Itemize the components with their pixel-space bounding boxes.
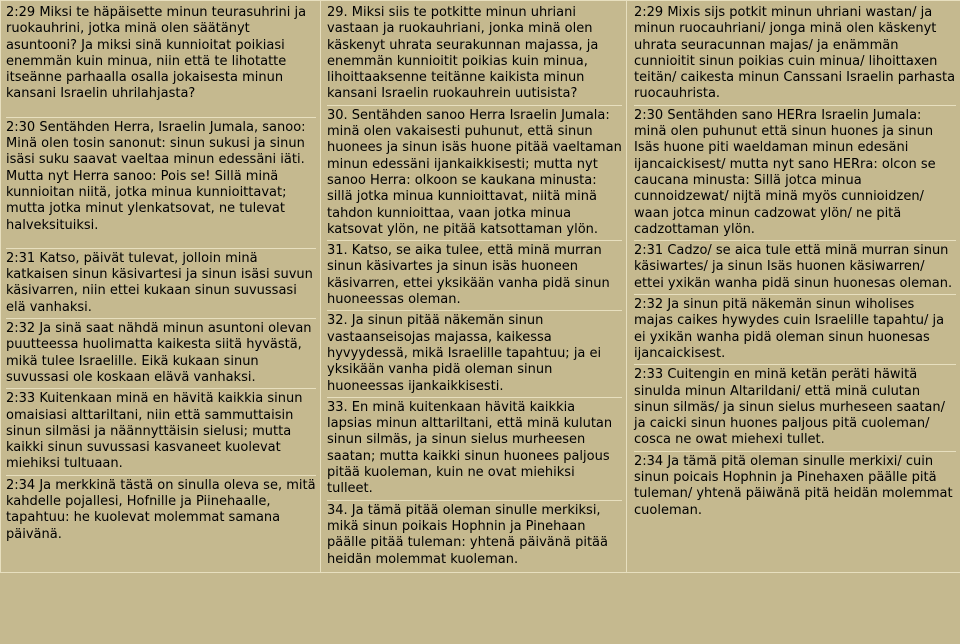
table-row [1,1,960,573]
verse-2-30: 2:30 Sentähden Herra, Israelin Jumala, sanoo: Minä olen tosin sanonut: sinun sukusi ja sinun isäsi suku saavat vaeltaa minun edessäni iäti. Mutta nyt Herra sanoo: Pois se! Sillä minä kunnioitan niitä, jotka minua kunnioittavat; mutta jotka minut ylenkatsovat, ne tulevat halveksituiksi. [6,120,316,249]
verse-30: 30. Sentähden sanoo Herra Israelin Jumala: minä olen vakaisesti puhunut, että sinun huonees ja sinun isäs huone pitää vaeltaman minun edessäni ijankaikkisesti; mutta nyt sanoo Herra: olkoon se kaukana minusta: sillä jotka minua kunnioittavat, niitä minä tahdon kunnioittaa, vaan jotka minua katsovat ylön, ne pitää katsottaman ylön. [327,108,622,241]
verse-32: 32. Ja sinun pitää näkemän sinun vastaanseisojas majassa, kaikessa hyvyydessä, mikä Israelille tapahtuu; ja ei yksikään vanha pidä oleman sinun huoneessas ijankaikkisesti. [327,313,622,397]
verse-2-34-old: 2:34 Ja tämä pitä oleman sinulle merkixi/ cuin sinun poicais Hophnin ja Pinehaxen päälle pitä tuleman/ yhtenä päiwänä pitä heidän molemmat cuoleman. [634,453,953,518]
verse-2-29: 2:29 Miksi te häpäisette minun teurasuhrini ja ruokauhrini, jotka minä olen säätänyt asuntooni? Ja miksi sinä kunnioitat poikiasi enemmän kuin minua, niin että te lihotatte itseänne parhaalla osalla jokaisesta minun kansani Israelin uhrilahjasta? [6,5,316,118]
verse-31: 31. Katso, se aika tulee, että minä murran sinun käsivartes ja sinun isäs huoneen käsivarren, ettei yksikään vanha pidä sinun huoneessas oleman. [327,243,622,311]
verse-2-33-old: 2:33 Cuitengin en minä ketän peräti häwitä sinulda minun Altarildani/ että minä culutan sinun silmäs/ ja sinun sielus murheseen saatan/ ja caicki sinun huones paljous pitä cuoleman/ cosca ne owat miehexi tullet. [634,367,956,451]
verse-2-31: 2:31 Katso, päivät tulevat, jolloin minä katkaisen sinun käsivartesi ja sinun isäsi suvun käsivarren, niin ettei kukaan sinun suvussasi elä vanhaksi. [6,251,316,319]
verse-2-33: 2:33 Kuitenkaan minä en hävitä kaikkia sinun omaisiasi alttariltani, niin että sammuttaisin sinun silmäsi ja näännyttäisin sielusi; mutta kaikki sinun suvussasi kasvaneet kuolevat miehiksi tultuaan. [6,391,316,475]
verse-2-30-old: 2:30 Sentähden sano HERra Israelin Jumala: minä olen puhunut että sinun huones ja sinun Isäs huone piti waeldaman minun edesäni ijancaickisest/ mutta nyt sano HERra: olcon se caucana minusta: Sillä jotca minua cunnoidzewat/ nijtä minä myös cunnioidzen/ waan jotca minun cadzowat ylön/ ne pitä cadzottaman ylön. [634,108,956,241]
translation-column-1776 [321,1,627,573]
verse-2-29-old: 2:29 Mixis sijs potkit minun uhriani wastan/ ja minun ruocauhriani/ jonga minä olen käskenyt uhrata seuracunnan majas/ ja enämmän cunnioitit sinun poikias cuin minua/ lihoittaxen teitän/ caikesta minun Canssani Israelin parhasta ruocauhrista. [634,5,956,106]
verse-2-32-old: 2:32 Ja sinun pitä näkemän sinun wiholises majas caikes hywydes cuin Israelille tapahtu/ ja ei yxikän wanha pidä oleman sinun huonesas ijancaickisest. [634,297,956,365]
translation-column-1642 [627,1,960,573]
verse-33: 33. En minä kuitenkaan hävitä kaikkia lapsias minun alttariltani, että minä kulutan sinun silmäs, ja sinun sielus murheesen saatan; mutta kaikki sinun huonees paljous pitää kuoleman, kuin ne ovat miehiksi tulleet. [327,400,622,501]
verse-2-32: 2:32 Ja sinä saat nähdä minun asuntoni olevan puutteessa huolimatta kaikesta siitä hyvästä, mikä tulee Israelille. Eikä kukaan sinun suvussasi ole koskaan elävä vanhaksi. [6,321,316,389]
verse-2-34: 2:34 Ja merkkinä tästä on sinulla oleva se, mitä kahdelle pojallesi, Hofnille ja Piinehaalle, tapahtuu: he kuolevat molemmat samana päivänä. [6,477,316,542]
verse-29: 29. Miksi siis te potkitte minun uhriani vastaan ja ruokauhriani, jonka minä olen käskenyt uhrata seurakunnan majassa, ja enemmän kunnioitit poikias kuin minua, lihoittaaksenne teitänne kaikista minun kansani Israelin ruokauhrein uutisista? [327,5,622,106]
verse-34: 34. Ja tämä pitää oleman sinulle merkiksi, mikä sinun poikais Hophnin ja Pinehaan päälle pitää tuleman: yhtenä päivänä pitää heidän molemmat kuoleman. [327,502,608,567]
translation-column-1992 [1,1,321,573]
verse-2-31-old: 2:31 Cadzo/ se aica tule että minä murran sinun käsiwartes/ ja sinun Isäs huonen käsiwarren/ ettei yxikän wanha pidä sinun huonesas oleman. [634,243,956,295]
